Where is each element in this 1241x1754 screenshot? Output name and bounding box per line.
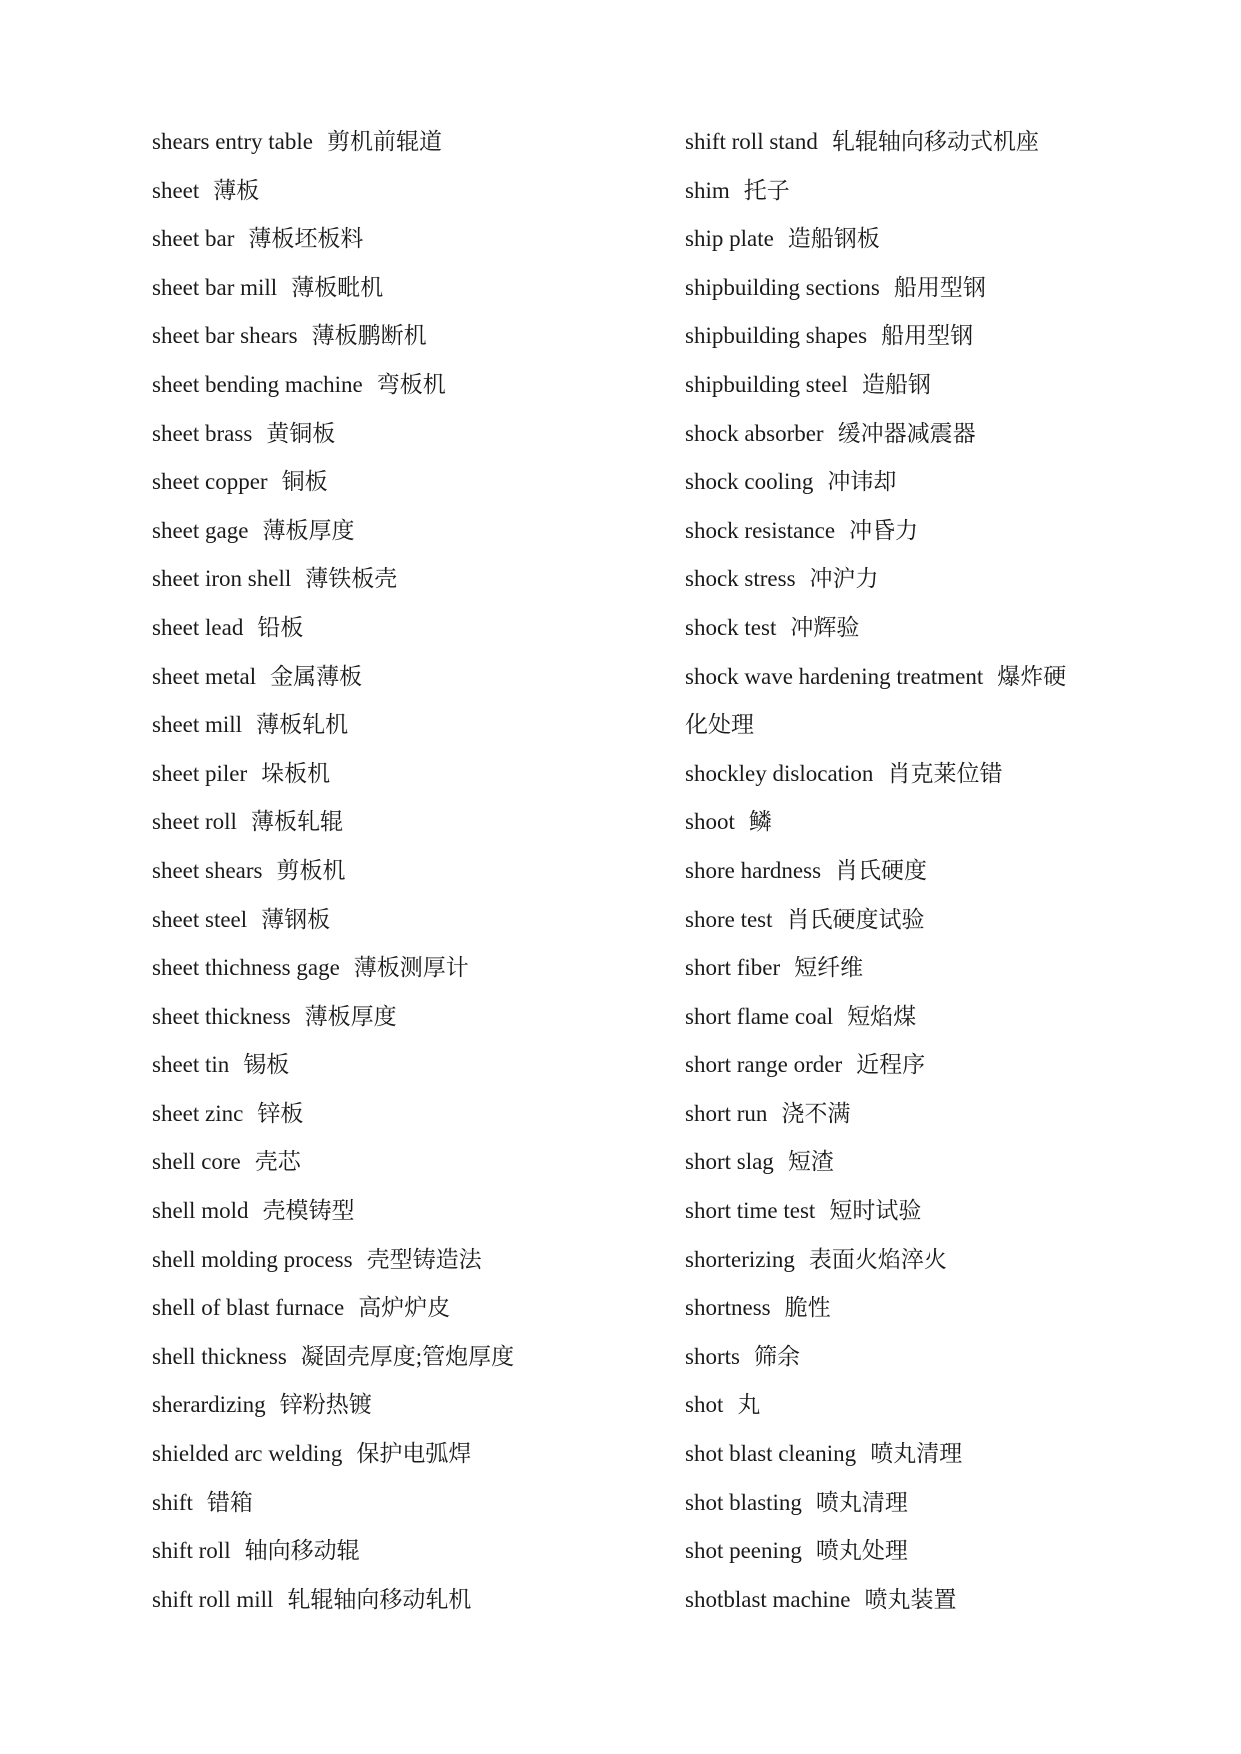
- glossary-entry: [152, 410, 652, 459]
- entry-term: shot blast cleaning: [685, 1441, 857, 1467]
- entry-term: short time test: [685, 1198, 816, 1224]
- entry-translation: 肖氏硬度试验: [786, 906, 925, 932]
- entry-translation: 凝固壳厚度;管炮厚度: [300, 1343, 515, 1369]
- entry-term: shipbuilding steel: [685, 371, 848, 397]
- glossary-entry: [685, 1187, 1115, 1236]
- entry-term: shore test: [685, 906, 773, 932]
- entry-translation: 剪板机: [276, 857, 346, 883]
- glossary-entry: [152, 604, 652, 653]
- entry-translation: 轧辊轴向移动轧机: [287, 1586, 472, 1612]
- entry-translation: 高炉炉皮: [358, 1295, 451, 1321]
- entry-term: sheet bending machine: [152, 371, 363, 397]
- entry-term: shock absorber: [685, 420, 824, 446]
- entry-translation: 短焰煤: [847, 1003, 917, 1029]
- entry-translation: 薄板测厚计: [353, 955, 469, 981]
- glossary-entry: [152, 896, 652, 945]
- entry-translation: 薄板坯板料: [248, 226, 364, 252]
- entry-translation: 近程序: [856, 1052, 926, 1078]
- entry-term: shot peening: [685, 1538, 802, 1564]
- entry-translation: 肖氏硬度: [835, 857, 928, 883]
- entry-term: shipbuilding sections: [685, 274, 880, 300]
- glossary-entry: [152, 653, 652, 702]
- glossary-entry: [152, 750, 652, 799]
- entry-translation: 锡板: [243, 1052, 290, 1078]
- entry-translation: 冲辉验: [790, 614, 860, 640]
- glossary-entry: [685, 1333, 1115, 1382]
- entry-term: sheet steel: [152, 906, 248, 932]
- glossary-entry: [685, 1284, 1115, 1333]
- glossary-entry: [152, 1236, 652, 1285]
- entry-term: sheet: [152, 177, 200, 203]
- entry-term: sheet copper: [152, 469, 268, 495]
- glossary-entry: [152, 1090, 652, 1139]
- glossary-entry: [152, 798, 652, 847]
- entry-term: sheet roll: [152, 809, 237, 835]
- entry-translation: 冲昏力: [849, 517, 919, 543]
- glossary-entry: [685, 1576, 1115, 1625]
- glossary-entry: [685, 507, 1115, 556]
- entry-term: short fiber: [685, 955, 781, 981]
- glossary-entry: [685, 1381, 1115, 1430]
- glossary-entry: [152, 361, 652, 410]
- entry-term: shock wave hardening treatment: [685, 663, 984, 689]
- entry-term: sheet zinc: [152, 1100, 244, 1126]
- entry-translation: 锌板: [257, 1100, 304, 1126]
- glossary-entry: [685, 361, 1115, 410]
- glossary-entry: [152, 1187, 652, 1236]
- glossary-entry: [685, 1430, 1115, 1479]
- entry-term: sheet shears: [152, 857, 263, 883]
- entry-translation: 铅板: [257, 614, 304, 640]
- glossary-entry: [152, 458, 652, 507]
- entry-term: sheet thickness: [152, 1003, 291, 1029]
- entry-translation: 壳型铸造法: [366, 1246, 482, 1272]
- entry-term: shift roll: [152, 1538, 231, 1564]
- entry-translation: 错箱: [206, 1489, 253, 1515]
- entry-term: shore hardness: [685, 857, 822, 883]
- glossary-entry: [685, 750, 1115, 799]
- entry-term: shell core: [152, 1149, 241, 1175]
- entry-translation: 船用型钢: [881, 323, 974, 349]
- entry-translation: 托子: [743, 177, 790, 203]
- entry-term: shift roll stand: [685, 129, 818, 154]
- glossary-entry: [685, 215, 1115, 264]
- entry-translation: 薄板: [213, 177, 260, 203]
- glossary-entry: [152, 701, 652, 750]
- entry-translation: 锌粉热镀: [279, 1392, 372, 1418]
- glossary-entry: [152, 312, 652, 361]
- glossary-entry: [685, 312, 1115, 361]
- entry-translation: 喷丸处理: [815, 1538, 908, 1564]
- entry-translation: 喷丸装置: [864, 1586, 957, 1612]
- entry-translation: 弯板机: [376, 371, 446, 397]
- entry-translation: 缓冲器减震器: [837, 420, 976, 446]
- entry-translation: 短时试验: [829, 1198, 922, 1224]
- entry-translation: 铜板: [281, 469, 328, 495]
- entry-translation: 浇不满: [781, 1100, 851, 1126]
- glossary-entry: [152, 1430, 652, 1479]
- glossary-entry: [152, 944, 652, 993]
- glossary-entry: [685, 896, 1115, 945]
- entry-translation: 喷丸清理: [870, 1441, 963, 1467]
- glossary-entry: [152, 1479, 652, 1528]
- entry-term: shorterizing: [685, 1246, 795, 1272]
- entry-translation: 壳模铸型: [262, 1198, 355, 1224]
- entry-term: ship plate: [685, 226, 774, 252]
- entry-translation: 筛余: [753, 1343, 800, 1369]
- entry-translation: 丸: [737, 1392, 761, 1418]
- left-column: [152, 118, 652, 1624]
- entry-translation: 薄板厚度: [304, 1003, 397, 1029]
- entry-term: shockley dislocation: [685, 760, 874, 786]
- entry-term: sheet bar: [152, 226, 235, 252]
- glossary-entry: [152, 555, 652, 604]
- entry-term: shipbuilding shapes: [685, 323, 868, 349]
- glossary-entry: [685, 167, 1115, 216]
- glossary-entry: [152, 1284, 652, 1333]
- glossary-entry: [152, 847, 652, 896]
- entry-term: shell molding process: [152, 1246, 353, 1272]
- entry-term: shell thickness: [152, 1343, 287, 1369]
- entry-term: shell of blast furnace: [152, 1295, 345, 1321]
- entry-translation: 薄板毗机: [291, 274, 384, 300]
- entry-translation: 船用型钢: [893, 274, 986, 300]
- glossary-entry: [152, 1041, 652, 1090]
- glossary-entry: [685, 798, 1115, 847]
- glossary-entry: [152, 507, 652, 556]
- entry-translation: 短渣: [787, 1149, 834, 1175]
- entry-translation: 薄铁板壳: [305, 566, 398, 592]
- entry-term: sheet piler: [152, 760, 248, 786]
- entry-term: short flame coal: [685, 1003, 834, 1029]
- glossary-entry: [685, 993, 1115, 1042]
- glossary-entry: [685, 604, 1115, 653]
- entry-translation: 剪机前辊道: [326, 129, 442, 154]
- entry-term: shoot: [685, 809, 735, 835]
- entry-term: sheet metal: [152, 663, 257, 689]
- glossary-entry: [685, 701, 1115, 750]
- glossary-entry: [685, 1138, 1115, 1187]
- glossary-entry: [685, 1527, 1115, 1576]
- glossary-entry: [152, 118, 652, 167]
- glossary-entry: [685, 458, 1115, 507]
- glossary-entry: [685, 118, 1115, 167]
- glossary-entry: [685, 555, 1115, 604]
- entry-term: sheet bar mill: [152, 274, 278, 300]
- entry-translation: 爆炸硬: [997, 663, 1067, 689]
- entry-term: sheet iron shell: [152, 566, 292, 592]
- entry-term: shim: [685, 177, 730, 203]
- glossary-entry: [152, 1527, 652, 1576]
- entry-translation: 喷丸清理: [815, 1489, 908, 1515]
- entry-translation: 垛板机: [261, 760, 331, 786]
- entry-translation: 造船钢: [861, 371, 931, 397]
- entry-translation: 表面火焰淬火: [808, 1246, 947, 1272]
- entry-term: sheet brass: [152, 420, 253, 446]
- glossary-entry: [685, 264, 1115, 313]
- entry-translation: 鳞: [748, 809, 772, 835]
- glossary-entry: [152, 1333, 652, 1382]
- entry-term: shot blasting: [685, 1489, 802, 1515]
- entry-term: shock resistance: [685, 517, 836, 543]
- glossary-entry: [685, 1090, 1115, 1139]
- glossary-entry: [685, 1236, 1115, 1285]
- glossary-entry: [685, 944, 1115, 993]
- glossary-entry: [152, 1576, 652, 1625]
- entry-term: shock cooling: [685, 469, 814, 495]
- entry-term: sheet mill: [152, 712, 243, 738]
- entry-translation: 轴向移动辊: [244, 1538, 360, 1564]
- entry-translation: 肖克莱位错: [887, 760, 1003, 786]
- entry-term: shielded arc welding: [152, 1441, 343, 1467]
- entry-term: shell mold: [152, 1198, 249, 1224]
- entry-term: shot: [685, 1392, 724, 1418]
- entry-translation: 造船钢板: [787, 226, 880, 252]
- entry-term: sheet thichness gage: [152, 955, 340, 981]
- entry-term: shears entry table: [152, 129, 313, 154]
- entry-term: sheet tin: [152, 1052, 230, 1078]
- glossary-entry: [685, 410, 1115, 459]
- entry-term: sheet bar shears: [152, 323, 298, 349]
- entry-translation: 金属薄板: [270, 663, 363, 689]
- entry-translation: 保护电弧焊: [356, 1441, 472, 1467]
- entry-translation: 薄板鹏断机: [311, 323, 427, 349]
- entry-translation: 薄板轧机: [256, 712, 349, 738]
- glossary-entry: [152, 1381, 652, 1430]
- glossary-entry: [152, 993, 652, 1042]
- entry-term: sheet gage: [152, 517, 249, 543]
- entry-term: sheet lead: [152, 614, 244, 640]
- entry-term: shorts: [685, 1343, 740, 1369]
- entry-term: short run: [685, 1100, 768, 1126]
- glossary-entry: [685, 1041, 1115, 1090]
- entry-term: short range order: [685, 1052, 843, 1078]
- glossary-entry: [152, 215, 652, 264]
- entry-translation: 壳芯: [254, 1149, 301, 1175]
- entry-translation: 薄钢板: [261, 906, 331, 932]
- entry-term: shotblast machine: [685, 1586, 851, 1612]
- glossary-entry: [152, 264, 652, 313]
- glossary-entry: [152, 1138, 652, 1187]
- entry-term: short slag: [685, 1149, 774, 1175]
- entry-term: shift roll mill: [152, 1586, 274, 1612]
- entry-translation: 薄板轧辊: [250, 809, 343, 835]
- entry-translation: 冲沪力: [809, 566, 879, 592]
- entry-term: shortness: [685, 1295, 771, 1321]
- glossary-entry: [152, 167, 652, 216]
- entry-translation: 化处理: [685, 712, 754, 738]
- entry-translation: 脆性: [784, 1295, 831, 1321]
- entry-term: shock test: [685, 614, 777, 640]
- entry-translation: 冲讳却: [827, 469, 897, 495]
- entry-term: shift: [152, 1489, 193, 1515]
- entry-term: shock stress: [685, 566, 796, 592]
- right-column: [685, 118, 1115, 1624]
- entry-translation: 黄铜板: [266, 420, 336, 446]
- entry-translation: 短纤维: [794, 955, 864, 981]
- glossary-entry: [685, 847, 1115, 896]
- entry-translation: 轧辊轴向移动式机座: [831, 129, 1039, 154]
- entry-term: sherardizing: [152, 1392, 266, 1418]
- glossary-entry: [685, 1479, 1115, 1528]
- entry-translation: 薄板厚度: [262, 517, 355, 543]
- glossary-entry: [685, 653, 1115, 702]
